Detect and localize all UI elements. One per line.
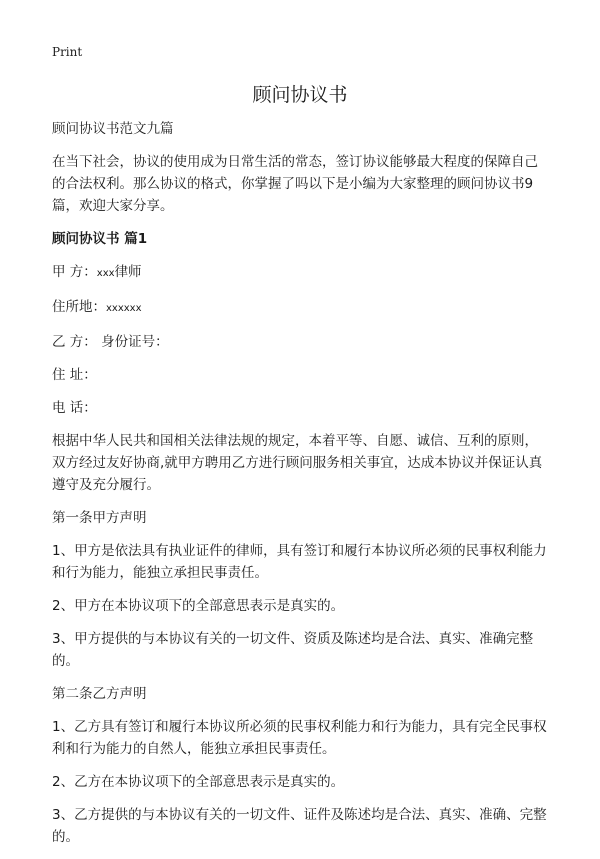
article2-item: 3、乙方提供的与本协议有关的一切文件、证件及陈述均是合法、真实、准确、完整的。: [52, 807, 547, 845]
party-a-suffix: 律师: [114, 264, 142, 280]
preamble-paragraph: 根据中华人民共和国相关法律法规的规定，本着平等、自愿、诚信、互利的原则，双方经过友好协商,就甲方聘用乙方进行顾问服务相关事宜，达成本协议并保证认真遵守及充分履行。: [52, 433, 543, 493]
document-title: 顾问协议书: [252, 84, 348, 106]
article1-title: 第一条甲方声明: [52, 510, 147, 526]
party-b-line: [52, 331, 548, 353]
party-a-line: [52, 261, 548, 285]
article2-item: 2、乙方在本协议项下的全部意思表示是真实的。: [52, 774, 345, 790]
article2-title: 第二条乙方声明: [52, 686, 147, 702]
phone-line: 电 话：: [52, 400, 97, 416]
address-a-value: xxxxxx: [106, 303, 142, 314]
party-a-label: 甲 方：: [52, 264, 97, 280]
party-a-placeholder: xxx: [96, 268, 115, 279]
document-subtitle: 顾问协议书范文九篇: [52, 121, 174, 137]
address-a-label: 住所地：: [52, 299, 106, 315]
article2-item: 1、乙方具有签订和履行本协议所必须的民事权利能力和行为能力，具有完全民事权利和行为能力的自然人，能独立承担民事责任。: [52, 719, 547, 757]
intro-paragraph: 在当下社会，协议的使用成为日常生活的常态，签订协议能够最大程度的保障自己的合法权利。那么协议的格式，你掌握了吗以下是小编为大家整理的顾问协议书9篇，欢迎大家分享。: [52, 154, 538, 214]
party-b-label: 乙 方：: [52, 334, 97, 350]
address-b-line: 住 址：: [52, 367, 97, 383]
article1-item: 2、甲方在本协议项下的全部意思表示是真实的。: [52, 598, 345, 614]
section-title: 顾问协议书 篇1: [52, 231, 148, 247]
party-b-id-label: 身份证号：: [101, 334, 169, 350]
address-a-line: [52, 296, 548, 320]
document-body: [52, 118, 548, 859]
article1-item: 1、甲方是依法具有执业证件的律师，具有签订和履行本协议所必须的民事权利能力和行为能力，能独立承担民事责任。: [52, 543, 547, 581]
print-label[interactable]: Print: [52, 45, 83, 59]
article1-item: 3、甲方提供的与本协议有关的一切文件、资质及陈述均是合法、真实、准确完整的。: [52, 631, 534, 669]
